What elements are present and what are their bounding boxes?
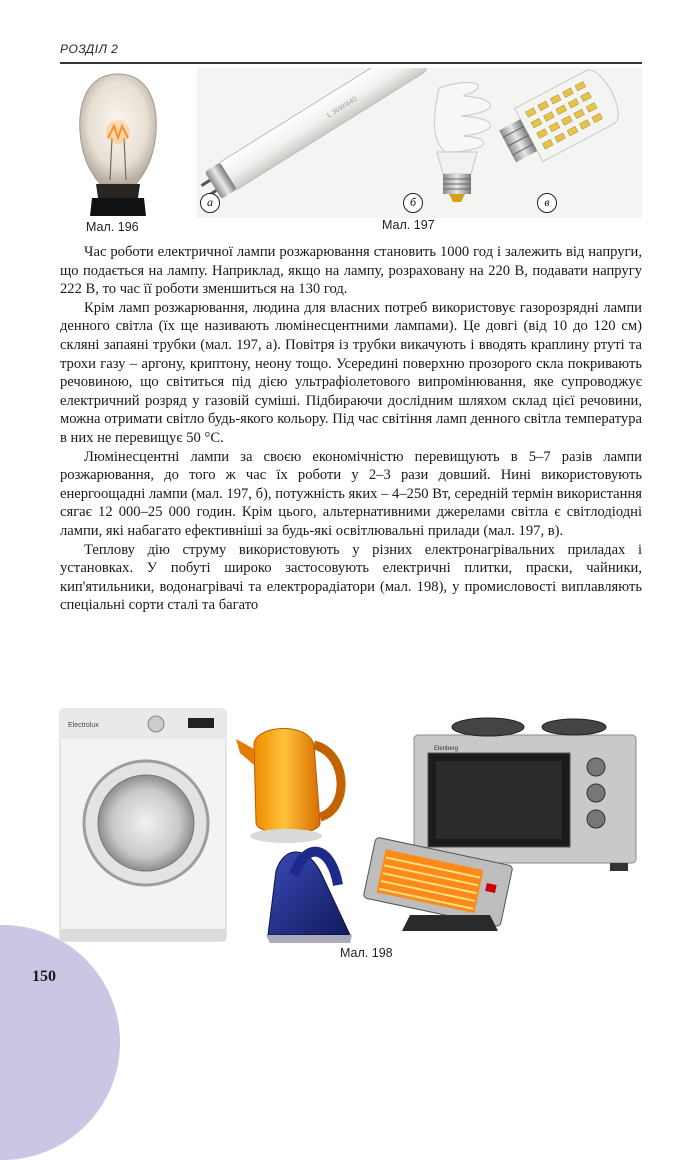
paragraph-2: Крім ламп розжарювання, людина для власних потреб використовує газорозрядні лампи денного світла (їх ще називають люмінесцентними лампами). Це довгі (від 10 до 120 см) скляні запаяні трубки (мал. 197, а). Повітря із трубки викачують і вводять краплину ртуті та трохи газу – аргону, криптону, неону тощо. Усередині поверхню прозорого скла покривають речовиною, що світиться під дією ультрафіолетового випромінювання, яке супроводжує електричний розряд у газовій суміші. Підбираючи дослідним шляхом склад цієї речовини, можна отримати світло будь-якого кольору. Під час світіння ламп денного світла температура в них не перевищує 50 °С. — [60, 299, 642, 446]
body-text — [60, 243, 642, 615]
heating-appliances-image — [58, 705, 642, 945]
paragraph-4: Теплову дію струму використовують у різних електронагрівальних приладах і установках. У побуті широко застосовують електричні плитки, праски, чайники, кип'ятильники, водонагрівачі та електрорадіатори (мал. 198), у промисловості виплавляють спеціальні сорти сталі та багато — [60, 541, 642, 614]
figure-198-caption: Мал. 198 — [340, 946, 393, 960]
paragraph-1: Час роботи електричної лампи розжарювання становить 1000 год і залежить від напруги, що подається на лампу. Наприклад, якщо на лампу, розраховану на 220 В, подавати напругу 222 В, то час її роботи зменшиться на 130 год. — [60, 244, 642, 298]
marker-c: в — [537, 193, 557, 213]
figure-196-caption: Мал. 196 — [86, 220, 139, 234]
incandescent-bulb-image — [62, 68, 174, 216]
page-corner-decoration — [0, 925, 120, 1160]
section-title: РОЗДІЛ 2 — [60, 42, 119, 56]
washer-brand: Electrolux — [68, 722, 99, 729]
marker-b: б — [403, 193, 423, 213]
marker-a: а — [200, 193, 220, 213]
tube-print: L 36W/640 — [326, 95, 359, 120]
oven-brand: Elenberg — [434, 746, 459, 752]
page-number: 150 — [32, 968, 56, 985]
figure-197-caption: Мал. 197 — [382, 218, 435, 232]
paragraph-3: Люмінесцентні лампи за своєю економічністю перевищують в 5–7 разів лампи розжарювання, до того ж час їх роботи у 2–3 рази довший. Нині використовують енергоощадні лампи (мал. 197, б), потужність яких – 4–250 Вт, середній термін використання сягає 12 000–25 000 годин. Крім цього, альтернативними джерелами світла є світлодіодні лампи, які набагато ефективніші за будь-які освітлювальні прилади (мал. 197, в). — [60, 448, 642, 539]
page-header — [60, 40, 642, 64]
